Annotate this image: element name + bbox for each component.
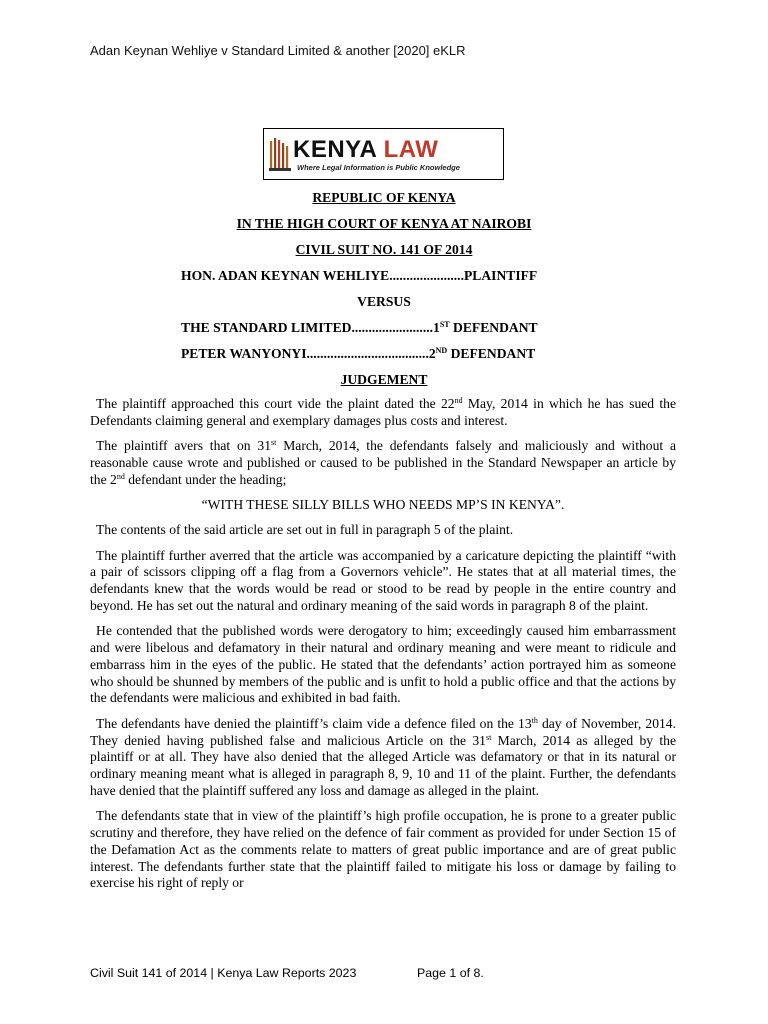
paragraph-5: He contended that the published words were derogatory to him; exceedingly caused him embarrassment and were libelous and defamatory in their natural and ordinary meaning and were meant to ridicule and embarrass him in the eyes of the public. He stated that the defendants’ action portrayed him as someone who should be shunned by members of the public and is unfit to hold a public office and that the actions by the defendants were malicious and exhibited in bad faith. bbox=[90, 623, 676, 706]
suit-number-heading: CIVIL SUIT NO. 141 OF 2014 bbox=[295, 242, 473, 257]
pillar-emblem-icon bbox=[269, 137, 291, 171]
paragraph-4: The plaintiff further averred that the article was accompanied by a caricature depicting the plaintiff “with a pair of scissors clipping off a flag from a Governors vehicle”. He states that at all material times, the defendants knew that the words would be read or stood to be read by people in the entire country and beyond. He has set out the natural and ordinary meaning of the said words in paragraph 8 of the plaint. bbox=[90, 547, 676, 613]
paragraph-3: The contents of the said article are set out in full in paragraph 5 of the plaint. bbox=[96, 522, 514, 538]
article-heading-quote: “WITH THESE SILLY BILLS WHO NEEDS MP’S IN KENYA”. bbox=[201, 496, 565, 512]
page-number: Page 1 of 8. bbox=[417, 966, 484, 980]
footer-citation: Civil Suit 141 of 2014 | Kenya Law Reports 2023 bbox=[90, 966, 357, 980]
first-defendant-line: THE STANDARD LIMITED........................1ST DEFENDANT bbox=[181, 320, 538, 335]
court-heading: IN THE HIGH COURT OF KENYA AT NAIROBI bbox=[236, 216, 532, 231]
second-defendant-line: PETER WANYONYI....................................2ND DEFENDANT bbox=[181, 346, 536, 361]
paragraph-6: The defendants have denied the plaintiff’s claim vide a defence filed on the 13th day of November, 2014. They denied having published false and malicious Article on the 31st March, 2014 as alleged by the plaintiff or at all. They have also denied that the alleged Article was defamatory or that in its natural or ordinary meaning meant what is alleged in paragraph 8, 9, 10 and 11 of the plaint. Further, the defendants have denied that the plaintiff suffered any loss and damage as alleged in the plaint. bbox=[90, 715, 676, 798]
paragraph-2: The plaintiff avers that on 31st March, 2014, the defendants falsely and maliciously and without a reasonable cause wrote and published or caused to be published in the Standard Newspaper an article by the 2nd defendant under the heading; bbox=[90, 438, 676, 487]
republic-heading: REPUBLIC OF KENYA bbox=[312, 190, 456, 205]
versus-heading: VERSUS bbox=[357, 294, 411, 309]
logo-wordmark: KENYA LAW bbox=[293, 136, 439, 163]
paragraph-1: The plaintiff approached this court vide the plaint dated the 22nd May, 2014 in which he has sued the Defendants claiming general and exemplary damages plus costs and interest. bbox=[90, 396, 676, 428]
paragraph-7: The defendants state that in view of the plaintiff’s high profile occupation, he is prone to a greater public scrutiny and therefore, they have relied on the defence of fair comment as provided for under Section 15 of the Defamation Act as the comments relate to matters of great public importance and are of great public interest. The defendants further state that the plaintiff failed to mitigate his loss or damage by failing to exercise his right of reply or bbox=[90, 808, 676, 891]
plaintiff-line: HON. ADAN KEYNAN WEHLIYE......................PLAINTIFF bbox=[181, 268, 538, 283]
kenya-law-logo bbox=[263, 128, 504, 180]
running-header: Adan Keynan Wehliye v Standard Limited & another [2020] eKLR bbox=[90, 43, 466, 58]
logo-tagline: Where Legal Information is Public Knowledge bbox=[297, 163, 460, 172]
judgement-body bbox=[90, 396, 676, 901]
judgement-heading: JUDGEMENT bbox=[340, 372, 428, 387]
